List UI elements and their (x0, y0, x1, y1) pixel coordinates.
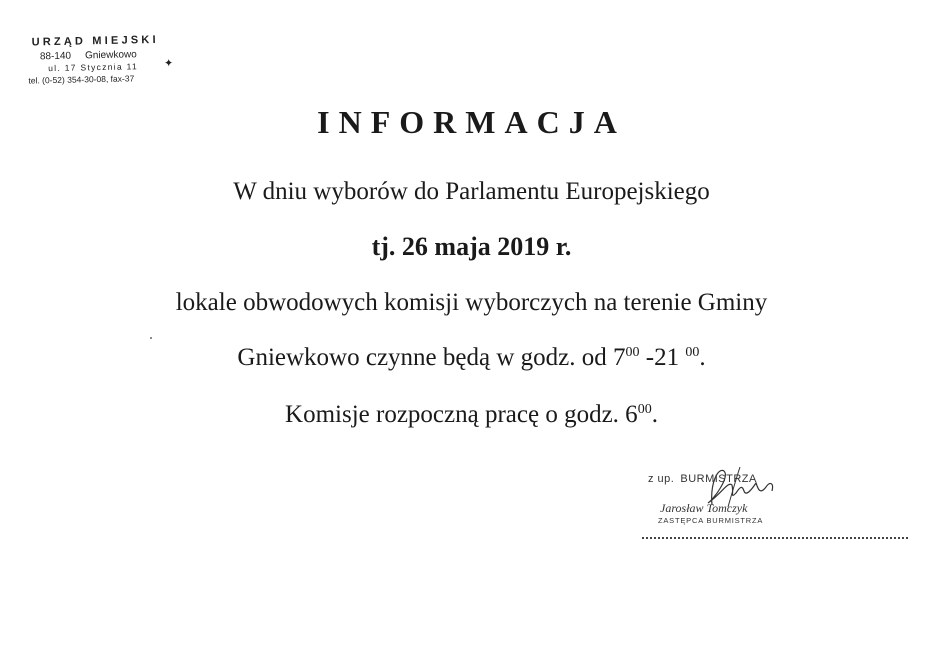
stamp-phone: tel. (0-52) 354-30-08, fax-37 (28, 72, 135, 86)
body-line-polling-stations: lokale obwodowych komisji wyborczych na terenie Gminy (175, 289, 768, 316)
stamp-postal-code: 88-140 (39, 50, 72, 63)
start-text: Komisje rozpoczną pracę o godz. 6 (285, 401, 638, 428)
hours-open-minutes: 00 (625, 345, 640, 360)
hours-separator: -21 (639, 344, 686, 371)
stamp-street: ul. 17 Stycznia 11 (48, 61, 139, 74)
signature-zup: z up. (648, 473, 675, 485)
stamp-office-name: URZĄD MIEJSKI (31, 33, 159, 49)
body-line-election: W dniu wyborów do Parlamentu Europejskiego (233, 178, 710, 205)
body-line-date: tj. 26 maja 2019 r. (371, 232, 572, 261)
scan-speck (150, 337, 152, 339)
stamp-emblem-icon: ✦ (163, 57, 174, 70)
start-period: . (651, 401, 658, 428)
start-minutes: 00 (637, 402, 652, 417)
office-stamp (28, 34, 179, 84)
hours-close-minutes: 00 (685, 345, 700, 360)
body-line-opening-hours (0, 344, 943, 372)
signature-burmistrza: BURMISTRZA (680, 473, 757, 485)
page-title: INFORMACJA (317, 104, 626, 140)
stamp-town: Gniewkowo (84, 49, 137, 62)
stamp-address-town (28, 49, 178, 62)
hours-text: Gniewkowo czynne będą w godz. od 7 (237, 344, 626, 371)
body-line-commission-start (0, 401, 943, 429)
signature-dotted-line (642, 531, 908, 539)
signatory-name: Jarosław Tomczyk (660, 501, 748, 515)
hours-period: . (699, 344, 706, 371)
signatory-role: ZASTĘPCA BURMISTRZA (658, 516, 764, 525)
